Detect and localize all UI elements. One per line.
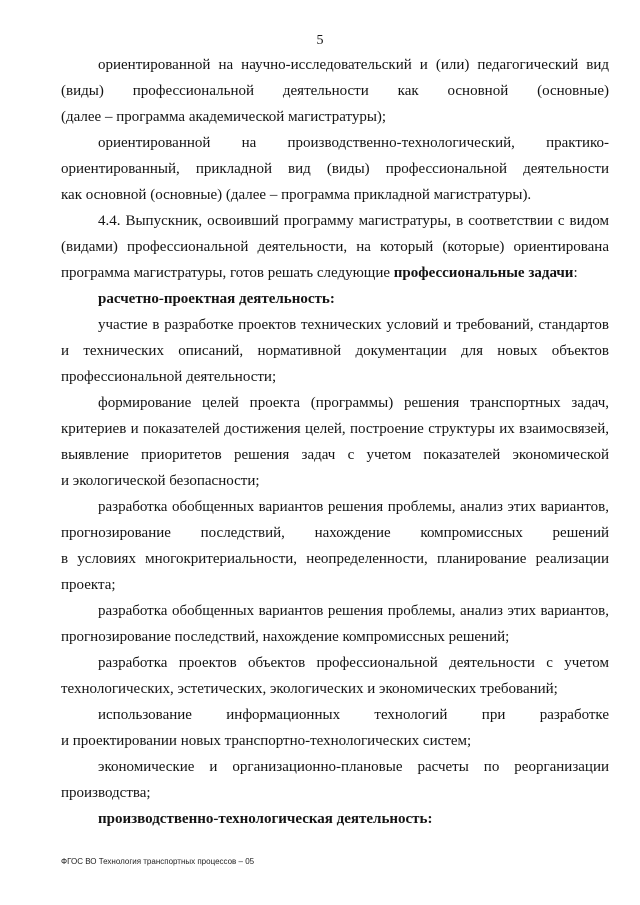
list-item <box>61 390 609 494</box>
text-line: (далее – программа академической магистратуры); <box>61 109 387 125</box>
text-line: и технических описаний, нормативной документации для новых объектов <box>61 343 609 359</box>
text-line: разработка обобщенных вариантов решения проблемы, анализ этих вариантов, <box>98 603 609 619</box>
text-line: разработка обобщенных вариантов решения проблемы, анализ этих вариантов, <box>98 499 609 515</box>
text-line: производства; <box>61 785 151 801</box>
text-line: разработка проектов объектов профессиональной деятельности с учетом <box>98 655 609 671</box>
page-number: 5 <box>316 33 324 48</box>
list-item <box>61 754 609 806</box>
text-line: прогнозирование последствий, нахождение компромиссных решений <box>61 525 609 541</box>
text-line: (виды) профессиональной деятельности как основной (основные) <box>61 83 609 99</box>
text-run: программа магистратуры, готов решать следующие <box>61 265 394 281</box>
paragraph-4-4 <box>61 208 609 286</box>
heading-production-activity <box>61 806 609 832</box>
text-run: : <box>573 265 578 281</box>
text-line: ориентированной на производственно-технологический, практико- <box>98 135 609 151</box>
section-heading: расчетно-проектная деятельность: <box>98 291 335 307</box>
paragraph-applied-master <box>61 130 609 208</box>
text-line: профессиональной деятельности; <box>61 369 277 385</box>
list-item <box>61 702 609 754</box>
text-line: как основной (основные) (далее – программа прикладной магистратуры). <box>61 187 532 203</box>
text-line: ориентированный, прикладной вид (виды) профессиональной деятельности <box>61 161 609 177</box>
text-line <box>61 260 609 286</box>
text-line: критериев и показателей достижения целей, построение структуры их взаимосвязей, <box>61 421 609 437</box>
text-line: использование информационных технологий при разработке <box>98 707 609 723</box>
text-line: прогнозирование последствий, нахождение компромиссных решений; <box>61 629 510 645</box>
text-line: технологических, эстетических, экологических и экономических требований; <box>61 681 558 697</box>
text-line: экономические и организационно-плановые расчеты по реорганизации <box>98 759 609 775</box>
text-line: формирование целей проекта (программы) решения транспортных задач, <box>98 395 609 411</box>
document-body <box>61 52 609 832</box>
text-line: участие в разработке проектов технических условий и требований, стандартов <box>98 317 609 333</box>
list-item <box>61 312 609 390</box>
emphasis-professional-tasks: профессиональные задачи <box>393 265 574 281</box>
text-line: проекта; <box>61 577 116 593</box>
text-line: в условиях многокритериальности, неопределенности, планирование реализации <box>61 551 609 567</box>
text-line: и проектировании новых транспортно-технологических систем; <box>61 733 472 749</box>
section-heading: производственно-технологическая деятельность: <box>98 811 433 827</box>
list-item <box>61 494 609 598</box>
list-item <box>61 598 609 650</box>
text-line: и экологической безопасности; <box>61 473 260 489</box>
text-line: ориентированной на научно-исследовательский и (или) педагогический вид <box>98 57 609 73</box>
heading-design-activity <box>61 286 609 312</box>
page-footer: ФГОС ВО Технология транспортных процессов – 05 <box>61 857 255 866</box>
paragraph-academic-master <box>61 52 609 130</box>
text-line: выявление приоритетов решения задач с учетом показателей экономической <box>61 447 609 463</box>
list-item <box>61 650 609 702</box>
text-line: 4.4. Выпускник, освоивший программу магистратуры, в соответствии с видом <box>98 213 609 229</box>
text-line: (видами) профессиональной деятельности, на который (которые) ориентирована <box>61 239 609 255</box>
